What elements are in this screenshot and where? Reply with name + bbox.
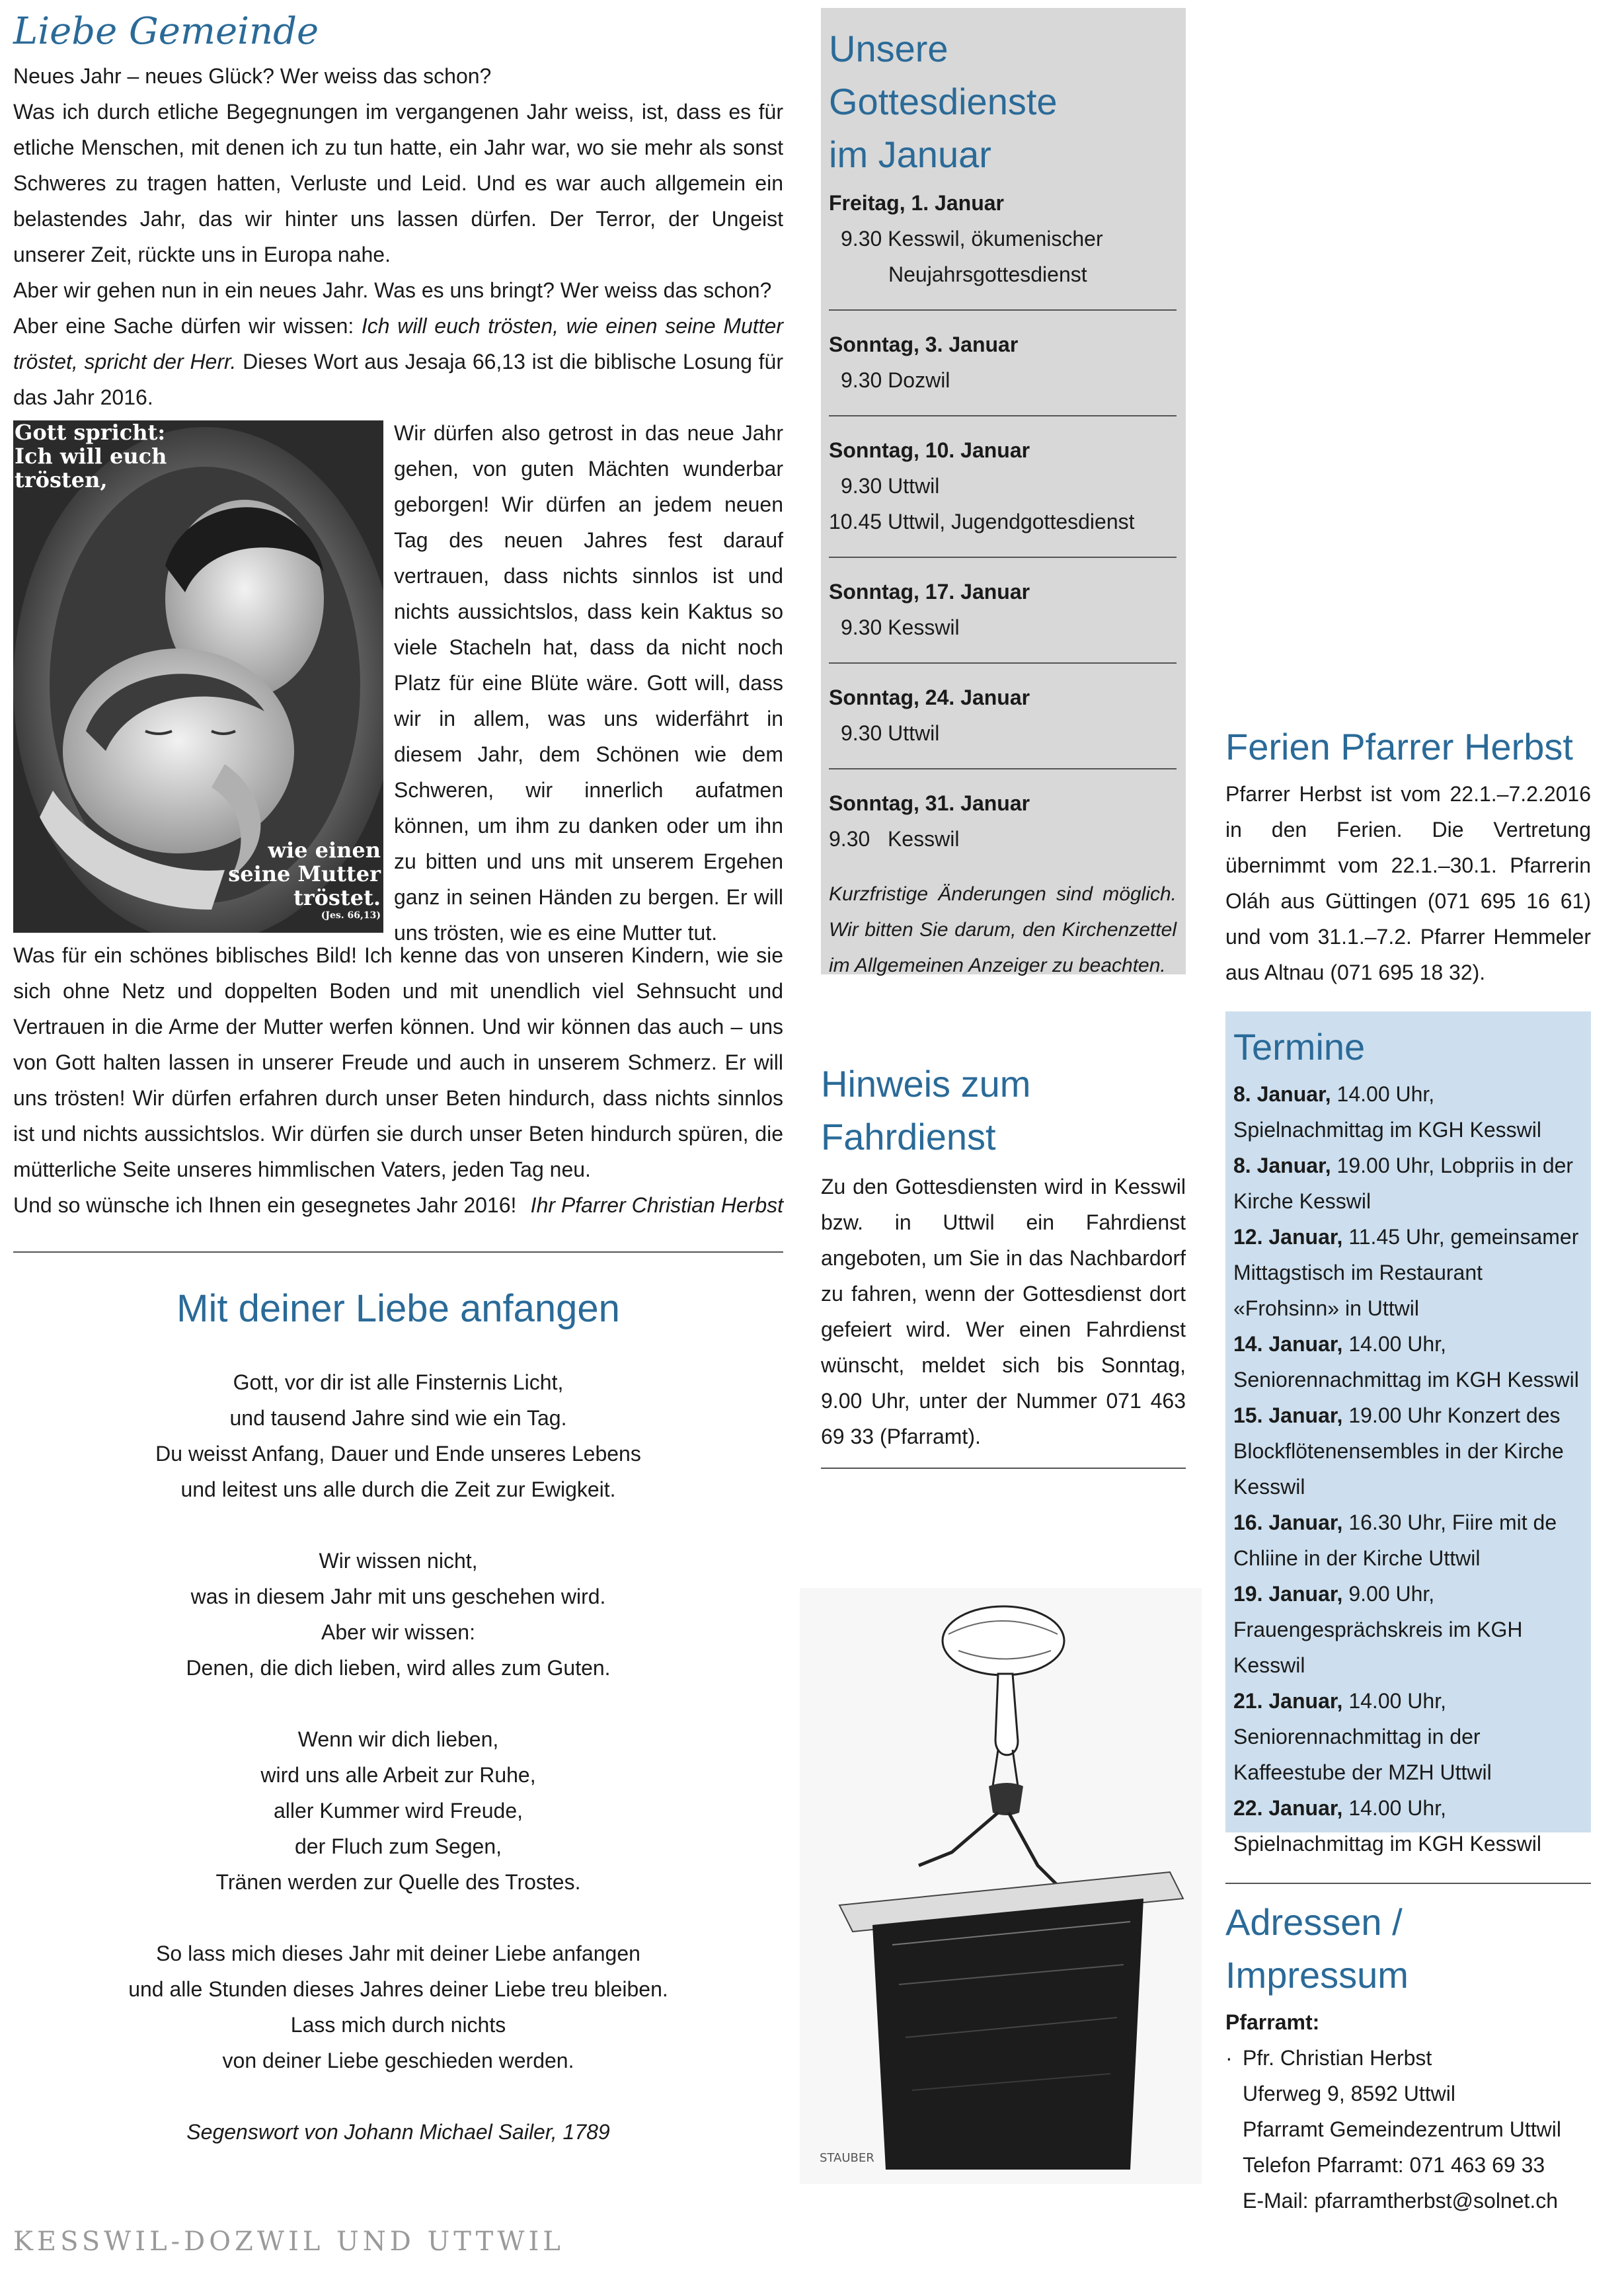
ferien-text: Pfarrer Herbst ist vom 22.1.–7.2.2016 in den Ferien. Die Vertretung übernimmt vom 22.1.–30.1. Pfarrerin Oláh aus Güttingen (071 695 16 61) und vom 31.1.–7.2. Pfarrer Hemmeler aus Altnau (071 695 18 32). [1225, 782, 1591, 984]
poem-line: von deiner Liebe geschieden werden. [222, 2049, 574, 2072]
service-line: 9.30 Uttwil [841, 721, 940, 745]
termin-text: 19.00 Uhr, Lobpriis in der Kirche Kesswil [1233, 1154, 1574, 1213]
letter-paragraph: Neues Jahr – neues Glück? Wer weiss das schon? [13, 64, 492, 88]
cartoon-image [800, 1588, 1202, 2184]
letter-paragraph: Aber wir gehen nun in ein neues Jahr. Was es uns bringt? Wer weiss das schon? [13, 278, 772, 302]
termin-text: 11.45 Uhr, gemeinsamer Mittagstisch im Restaurant «Frohsinn» in Uttwil [1233, 1225, 1579, 1320]
service-date: Sonntag, 17. Januar [829, 580, 1030, 604]
adressen-section [1225, 1896, 1591, 2219]
termin-date: 14. Januar, [1233, 1332, 1343, 1356]
termin-date: 21. Januar, [1233, 1689, 1343, 1713]
poem-line: Tränen werden zur Quelle des Trostes. [215, 1870, 581, 1894]
poem-line: wird uns alle Arbeit zur Ruhe, [260, 1763, 536, 1787]
letter-paragraph: Was ich durch etliche Begegnungen im vergangenen Jahr weiss, ist, dass es für etliche Menschen, mit denen ich zu tun hatte, ein Jahr war, wo sie mehr als sonst Schweres zu tragen hatten, Verluste und Leid. Und es war auch allgemein ein belastendes Jahr, das wir hinter uns lassen dürfen. Der Terror, der Ungeist unserer Zeit, rückte uns in Europa nahe. [13, 100, 783, 266]
address-line: Pfarramt Gemeindezentrum Uttwil [1243, 2117, 1561, 2141]
pastor-signature: Ihr Pfarrer Christian Herbst [530, 1193, 783, 1217]
services-title [829, 22, 1177, 181]
caption-line: trösten, [15, 467, 108, 492]
poem-section [13, 1282, 783, 2150]
termin-date: 12. Januar, [1233, 1225, 1343, 1249]
divider [829, 415, 1177, 416]
caption-line: wie einen [268, 838, 381, 863]
services-note: Kurzfristige Änderungen sind möglich. Wir bitten Sie darum, den Kirchenzettel im Allgemeinen Anzeiger zu beachten. [829, 883, 1177, 976]
address-line: Telefon Pfarramt: 071 463 69 33 [1243, 2153, 1545, 2177]
service-line: Neujahrsgottesdienst [888, 262, 1087, 286]
service-day [829, 785, 1177, 857]
service-date: Sonntag, 31. Januar [829, 791, 1030, 815]
termin-item [1233, 1219, 1582, 1326]
image-caption-bottom [228, 838, 381, 922]
signature-line [13, 1187, 783, 1223]
fahrdienst-section [821, 1058, 1186, 1454]
service-date: Sonntag, 3. Januar [829, 333, 1019, 356]
termin-date: 16. Januar, [1233, 1511, 1343, 1534]
poem-stanza [13, 1364, 783, 1507]
caption-line: Gott spricht: [15, 420, 166, 445]
service-day [829, 680, 1177, 751]
divider [829, 557, 1177, 558]
losung-tail: Dieses Wort aus Jesaja 66,13 ist die biblische Losung für das Jahr 2016. [13, 350, 784, 409]
termin-item [1233, 1326, 1582, 1397]
termin-item [1233, 1505, 1582, 1576]
poem-line: Du weisst Anfang, Dauer und Ende unseres Lebens [155, 1442, 641, 1466]
divider [829, 768, 1177, 769]
termin-text: 19.00 Uhr Konzert des Blockflötenensembles in der Kirche Kesswil [1233, 1403, 1564, 1499]
poem-line: Wenn wir dich lieben, [297, 1727, 499, 1751]
caption-line: seine Mutter [228, 861, 381, 886]
service-day [829, 327, 1177, 398]
service-date: Sonntag, 10. Januar [829, 438, 1030, 462]
ferien-title: Ferien Pfarrer Herbst [1225, 726, 1573, 767]
closing-wish: Und so wünsche ich Ihnen ein gesegnetes Jahr 2016! [13, 1193, 517, 1217]
termin-date: 22. Januar, [1233, 1796, 1343, 1820]
losung-lead: Aber eine Sache dürfen wir wissen: [13, 314, 362, 338]
termine-box [1225, 1011, 1591, 1856]
letter-closing [13, 937, 783, 1223]
poem-line: So lass mich dieses Jahr mit deiner Liebe anfangen [156, 1942, 640, 1965]
caption-reference: (Jes. 66,13) [321, 910, 381, 921]
poem-line: aller Kummer wird Freude, [274, 1799, 523, 1823]
service-line: 10.45 Uttwil, Jugendgottesdienst [829, 510, 1135, 533]
termin-item [1233, 1683, 1582, 1790]
service-date: Sonntag, 24. Januar [829, 686, 1030, 709]
poem-line: und alle Stunden dieses Jahres deiner Liebe treu bleiben. [128, 1977, 668, 2001]
service-day [829, 574, 1177, 645]
services-title-line: im Januar [829, 134, 991, 175]
termin-text: 14.00 Uhr, Seniorennachmittag im KGH Kesswil [1233, 1332, 1579, 1392]
poem-stanza [13, 1936, 783, 2078]
poem-line: Gott, vor dir ist alle Finsternis Licht, [233, 1370, 564, 1394]
poem-line: Aber wir wissen: [321, 1620, 475, 1644]
service-line: 9.30 Dozwil [841, 368, 950, 392]
termine-title: Termine [1233, 1026, 1366, 1068]
termin-text: 14.00 Uhr, Seniorennachmittag in der Kaffeestube der MZH Uttwil [1233, 1689, 1492, 1784]
divider [829, 309, 1177, 311]
pastor-letter [13, 5, 783, 1223]
service-date: Freitag, 1. Januar [829, 191, 1004, 215]
address-line: E-Mail: pfarramtherbst@solnet.ch [1243, 2189, 1559, 2213]
poem-line: Wir wissen nicht, [319, 1549, 478, 1573]
letter-wrap-paragraph: Wir dürfen also getrost in das neue Jahr gehen, von guten Mächten wunderbar geborgen! Wir dürfen an jedem neuen Tag des neuen Jahres fest darauf vertrauen, dass nichts sinnlos ist und nichts aussichtslos, dass kein Kaktus so viele Stacheln hat, dass da nicht noch Platz für eine Blüte wäre. Gott will, dass wir in allem, was uns widerfährt in diesem Jahr, dem Schönen wie dem Schweren, wir innerlich aufatmen können, um ihm zu danken oder um ihn zu bitten und uns mit unserem Ergehen ganz in seinen Händen zu bergen. Er will uns trösten, wie es eine Mutter tut. [394, 421, 783, 945]
termin-item [1233, 1576, 1582, 1683]
termin-item [1233, 1076, 1582, 1148]
letter-title: Liebe Gemeinde [13, 10, 319, 53]
divider [1225, 1883, 1591, 1884]
adressen-section-label: Pfarramt: [1225, 2010, 1320, 2034]
services-box [821, 8, 1186, 974]
termin-date: 8. Januar, [1233, 1082, 1331, 1106]
termin-item [1233, 1790, 1582, 1862]
divider [829, 662, 1177, 664]
image-text-block [13, 415, 783, 945]
ferien-section [1225, 721, 1591, 990]
losung-quote: Ich will euch trösten, wie einen seine Mutter tröstet, spricht der Herr. [13, 314, 783, 373]
termin-date: 8. Januar, [1233, 1154, 1331, 1177]
divider [821, 1468, 1186, 1469]
parish-footer: KESSWIL-DOZWIL UND UTTWIL [13, 2226, 564, 2257]
cartoon-signature: STAUBER [820, 2151, 874, 2165]
bullet-icon: · [1225, 2046, 1233, 2070]
letter-losung [13, 308, 783, 415]
termin-text: 16.30 Uhr, Fiire mit de Chliine in der Kirche Uttwil [1233, 1511, 1557, 1570]
termin-text: 14.00 Uhr, Spielnachmittag im KGH Kesswil [1233, 1796, 1541, 1856]
poem-line: Lass mich durch nichts [290, 2013, 506, 2037]
caption-line: Ich will euch [15, 444, 167, 469]
service-line: 9.30 Uttwil [841, 474, 940, 498]
services-title-line: Unsere Gottesdienste [829, 28, 1058, 122]
caption-line: tröstet. [293, 885, 381, 910]
service-line: 9.30 Kesswil [829, 827, 960, 851]
termin-item [1233, 1397, 1582, 1505]
termin-date: 15. Januar, [1233, 1403, 1343, 1427]
fahrdienst-title [821, 1058, 1186, 1163]
fahrdienst-title-line: Hinweis zum [821, 1063, 1031, 1105]
service-line: 9.30 Kesswil, ökumenischer [841, 227, 1103, 251]
image-caption-top [15, 420, 167, 492]
poem-line: was in diesem Jahr mit uns geschehen wird. [190, 1585, 606, 1608]
service-day [829, 432, 1177, 539]
poem-title: Mit deiner Liebe anfangen [176, 1287, 620, 1330]
poem-line: und leitest uns alle durch die Zeit zur Ewigkeit. [180, 1477, 616, 1501]
fahrdienst-text: Zu den Gottesdiensten wird in Kesswil bzw. in Uttwil ein Fahrdienst angeboten, um Sie in das Nachbardorf zu fahren, wenn der Gottesdienst dort gefeiert wird. Wer einen Fahrdienst wünscht, meldet sich bis Sonntag, 9.00 Uhr, unter der Nummer 071 463 69 33 (Pfarramt). [821, 1175, 1186, 1448]
termin-date: 19. Januar, [1233, 1582, 1343, 1606]
divider [13, 1251, 783, 1253]
poem-line: und tausend Jahre sind wie ein Tag. [229, 1406, 567, 1430]
service-day [829, 185, 1177, 292]
poem-source: Segenswort von Johann Michael Sailer, 1789 [186, 2120, 610, 2144]
poem-stanza [13, 1721, 783, 1900]
termin-item [1233, 1148, 1582, 1219]
termin-text: 14.00 Uhr, Spielnachmittag im KGH Kesswil [1233, 1082, 1541, 1142]
address-line: Uferweg 9, 8592 Uttwil [1243, 2082, 1455, 2105]
address-line [1225, 2040, 1591, 2076]
address-name: Pfr. Christian Herbst [1243, 2046, 1432, 2070]
letter-intro [13, 58, 783, 415]
letter-paragraph: Was für ein schönes biblisches Bild! Ich kenne das von unseren Kindern, wie sie sich ohne Netz und doppelten Boden und mit unendlich viel Sehnsucht und Vertrauen in die Arme der Mutter werfen können. Und wir können das auch – uns von Gott halten lassen in unserer Freude und auch in unserem Schmerz. Er will uns trösten! Wir dürfen erfahren durch unser Beten hindurch, dass nichts sinnlos ist und nichts aussichtslos. Wir dürfen sie durch unser Beten hindurch spüren, die mütterliche Seite unseres himmlischen Vaters, jeden Tag neu. [13, 943, 783, 1181]
adressen-title: Adressen / Impressum [1225, 1901, 1409, 1996]
service-line: 9.30 Kesswil [841, 615, 960, 639]
termin-text: 9.00 Uhr, Frauengesprächskreis im KGH Kesswil [1233, 1582, 1523, 1677]
fahrdienst-title-line: Fahrdienst [821, 1116, 996, 1158]
poem-line: der Fluch zum Segen, [294, 1834, 502, 1858]
cartoon-illustration [800, 1588, 1202, 2184]
poem-stanza [13, 1543, 783, 1686]
poem-line: Denen, die dich lieben, wird alles zum Guten. [186, 1656, 611, 1680]
mother-child-image [13, 420, 383, 933]
